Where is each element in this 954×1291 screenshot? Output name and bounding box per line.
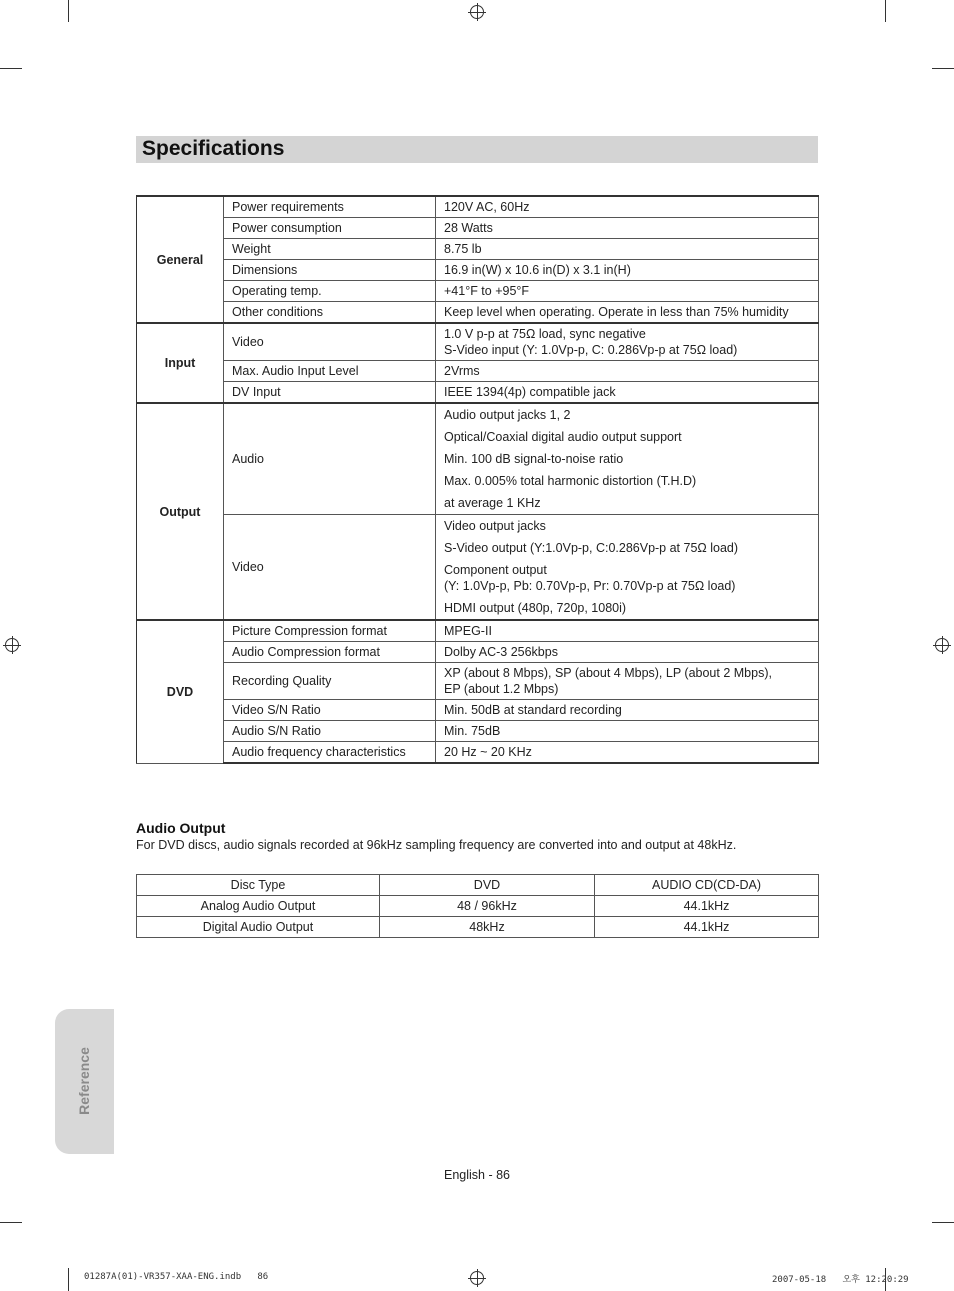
- spec-value-cell: [436, 515, 819, 621]
- audio-output-description: For DVD discs, audio signals recorded at 96kHz sampling frequency are converted into and output at 48kHz.: [136, 838, 737, 852]
- spec-value-cell: 120V AC, 60Hz: [436, 196, 819, 218]
- table-row: [137, 721, 819, 742]
- table-row: [137, 700, 819, 721]
- column-header: DVD: [380, 875, 595, 896]
- crop-mark: [885, 0, 886, 22]
- category-cell: Output: [137, 403, 224, 620]
- table-row: [137, 239, 819, 260]
- table-row: [137, 281, 819, 302]
- category-cell: Input: [137, 323, 224, 403]
- crop-mark: [0, 1222, 22, 1223]
- column-header: Disc Type: [137, 875, 380, 896]
- spec-value-cell: +41°F to +95°F: [436, 281, 819, 302]
- spec-item-cell: Other conditions: [224, 302, 436, 324]
- spec-item-cell: Video: [224, 515, 436, 621]
- registration-mark-icon: [470, 1271, 484, 1285]
- spec-value-cell: IEEE 1394(4p) compatible jack: [436, 382, 819, 404]
- page-title: Specifications: [142, 137, 285, 160]
- crop-mark: [932, 1222, 954, 1223]
- table-cell: Analog Audio Output: [137, 896, 380, 917]
- table-row: [137, 663, 819, 700]
- reference-side-tab: [55, 1009, 114, 1154]
- audio-output-heading: Audio Output: [136, 820, 226, 836]
- spec-value-line: Video output jacks: [444, 519, 546, 533]
- spec-item-cell: Picture Compression format: [224, 620, 436, 642]
- spec-value-cell: XP (about 8 Mbps), SP (about 4 Mbps), LP (about 2 Mbps), EP (about 1.2 Mbps): [436, 663, 819, 700]
- table-row: [137, 196, 819, 218]
- table-row: [137, 875, 819, 896]
- registration-mark-icon: [5, 638, 19, 652]
- table-row: [137, 620, 819, 642]
- registration-mark-icon: [470, 5, 484, 19]
- spec-item-cell: Weight: [224, 239, 436, 260]
- crop-mark: [68, 0, 69, 22]
- spec-value-line: Optical/Coaxial digital audio output support: [444, 430, 682, 444]
- table-row: [137, 917, 819, 938]
- page-number: English - 86: [443, 1168, 510, 1182]
- table-cell: 48kHz: [380, 917, 595, 938]
- table-row: [137, 642, 819, 663]
- spec-item-cell: Max. Audio Input Level: [224, 361, 436, 382]
- footer-file-info: 01287A(01)-VR357-XAA-ENG.indb 86: [84, 1272, 269, 1282]
- table-row: [137, 361, 819, 382]
- table-cell: 44.1kHz: [595, 896, 819, 917]
- spec-value-cell: MPEG-II: [436, 620, 819, 642]
- crop-mark: [932, 68, 954, 69]
- spec-value-line: HDMI output (480p, 720p, 1080i): [444, 601, 627, 615]
- table-cell: 48 / 96kHz: [380, 896, 595, 917]
- spec-item-cell: Video S/N Ratio: [224, 700, 436, 721]
- spec-value-line: Min. 100 dB signal-to-noise ratio: [444, 452, 624, 466]
- title-bar: [136, 136, 818, 163]
- spec-item-cell: Audio S/N Ratio: [224, 721, 436, 742]
- spec-item-cell: DV Input: [224, 382, 436, 404]
- spec-item-cell: Recording Quality: [224, 663, 436, 700]
- spec-value-cell: [436, 403, 819, 515]
- column-header: AUDIO CD(CD-DA): [595, 875, 819, 896]
- footer-timestamp: 2007-05-18 오후 12:20:29: [772, 1275, 909, 1285]
- spec-item-cell: Power consumption: [224, 218, 436, 239]
- table-cell: 44.1kHz: [595, 917, 819, 938]
- table-row: [137, 403, 819, 515]
- spec-value-line: Max. 0.005% total harmonic distortion (T.H.D): [444, 474, 697, 488]
- spec-item-cell: Operating temp.: [224, 281, 436, 302]
- spec-item-cell: Dimensions: [224, 260, 436, 281]
- spec-value-cell: 8.75 lb: [436, 239, 819, 260]
- table-cell: Digital Audio Output: [137, 917, 380, 938]
- spec-value-line: at average 1 KHz: [444, 496, 541, 510]
- table-row: [137, 260, 819, 281]
- table-row: [137, 323, 819, 361]
- table-row: [137, 382, 819, 404]
- specifications-table: [136, 195, 819, 764]
- crop-mark: [68, 1268, 69, 1291]
- spec-item-cell: Audio Compression format: [224, 642, 436, 663]
- spec-value-line: Component output (Y: 1.0Vp-p, Pb: 0.70Vp-p, Pr: 0.70Vp-p at 75Ω load): [444, 563, 736, 593]
- table-row: [137, 302, 819, 324]
- registration-mark-icon: [935, 638, 949, 652]
- spec-value-cell: 16.9 in(W) x 10.6 in(D) x 3.1 in(H): [436, 260, 819, 281]
- spec-value-cell: 28 Watts: [436, 218, 819, 239]
- crop-mark: [0, 68, 22, 69]
- spec-value-cell: Keep level when operating. Operate in less than 75% humidity: [436, 302, 819, 324]
- table-row: [137, 896, 819, 917]
- spec-item-cell: Power requirements: [224, 196, 436, 218]
- category-cell: General: [137, 196, 224, 323]
- table-row: [137, 742, 819, 764]
- spec-value-cell: Dolby AC-3 256kbps: [436, 642, 819, 663]
- side-tab-label: Reference: [76, 1047, 92, 1115]
- spec-item-cell: Audio frequency characteristics: [224, 742, 436, 764]
- table-row: [137, 218, 819, 239]
- table-row: [137, 515, 819, 621]
- spec-item-cell: Audio: [224, 403, 436, 515]
- spec-value-cell: Min. 50dB at standard recording: [436, 700, 819, 721]
- spec-value-cell: Min. 75dB: [436, 721, 819, 742]
- spec-value-line: S-Video output (Y:1.0Vp-p, C:0.286Vp-p at 75Ω load): [444, 541, 739, 555]
- spec-value-cell: 20 Hz ~ 20 KHz: [436, 742, 819, 764]
- category-cell: DVD: [137, 620, 224, 763]
- spec-value-line: Audio output jacks 1, 2: [444, 408, 571, 422]
- spec-value-cell: 1.0 V p-p at 75Ω load, sync negative S-Video input (Y: 1.0Vp-p, C: 0.286Vp-p at 75Ω load): [436, 323, 819, 361]
- audio-output-table: [136, 874, 819, 938]
- spec-value-cell: 2Vrms: [436, 361, 819, 382]
- spec-item-cell: Video: [224, 323, 436, 361]
